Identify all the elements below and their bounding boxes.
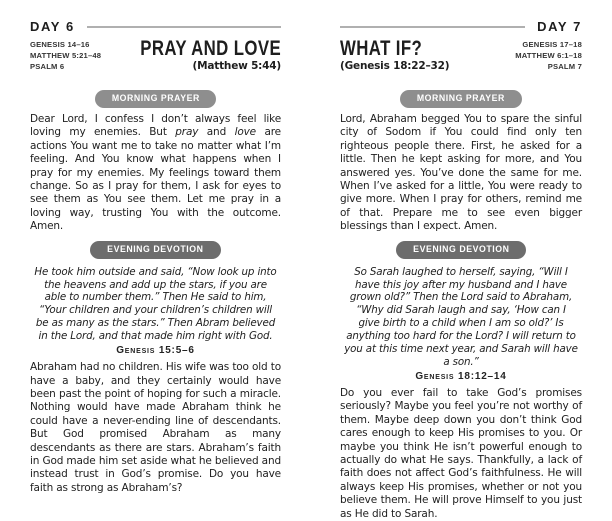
day-label: DAY 7 <box>537 19 582 34</box>
morning-prayer-badge <box>400 90 522 108</box>
header-columns <box>30 37 281 83</box>
scripture-reference: Genesis 18:12–14 <box>415 370 507 382</box>
devotion-text: Abraham had no children. His wife was too old to have a baby, and they certainly would have been past the point of hoping for such a miracle. Nothing would have made Abraham think he could have a never-ending line of descendants. But God promised Abraham as many descendants as there are stars. Abraham’s faith in God made him set aside what he believed and instead trust in God’s promise. Do you have faith as strong as Abraham’s? <box>30 361 282 494</box>
scripture-quote: So Sarah laughed to herself, saying, “Will I have this joy after my husband and I have grown old?” Then the Lord said to Abraham, “Why did Sarah laugh and say, ‘How can I give birth to a child when I am so old?’ Is anything too hard for the Lord? I will return to you at this time next year, and Sarah will have a son.” <box>344 265 578 368</box>
scripture-quote: He took him outside and said, “Now look up into the heavens and add up the stars, if you are able to number them.” Then He said to him, “Your children and your children’s children will be as many as the stars.” Then Abram believed in the Lord, and that made him right with God. <box>34 265 277 343</box>
day-header-row <box>340 19 582 34</box>
page-day-6 <box>0 0 306 494</box>
reading-ref: GENESIS 17–18 <box>522 40 582 49</box>
morning-prayer-text <box>340 113 582 234</box>
reading-ref: GENESIS 14–16 <box>30 40 90 49</box>
emphasized-text: pray <box>175 126 199 139</box>
text-segment: and <box>198 126 235 139</box>
text-segment: are actions You want me to take no matter what I’m feeling. And You know what happens when I pray for my enemies. My feelings toward them change. So as I pray for them, I ask for eyes to see them as You see them. Let me pray in a loving way, trusting You with the outcome. Amen. <box>30 126 281 233</box>
reading-plan-refs <box>515 37 582 83</box>
scripture-reference: Genesis 15:5–6 <box>116 345 195 357</box>
page-header <box>30 19 281 83</box>
reading-plan-refs <box>30 37 101 83</box>
page-header <box>340 19 582 83</box>
devotion-text: Do you ever fail to take God’s promises seriously? Maybe you feel you’re not worthy of them. Maybe deep down you don’t think God cares enough to keep His promises to you. Or maybe you think He isn’t powerful enough to actually do what He says. Thankfully, a lack of faith does not affect God’s faithfulness. He will always keep His promises, whether or not you believe them. He will prove Himself to you just as He did to Sarah. <box>340 386 582 520</box>
badge-label: EVENING DEVOTION <box>107 243 204 255</box>
badge-label: EVENING DEVOTION <box>412 243 510 255</box>
morning-prayer-text <box>30 113 281 234</box>
badge-label: MORNING PRAYER <box>416 93 506 104</box>
evening-devotion-badge <box>90 241 221 259</box>
title-block <box>340 37 449 83</box>
header-rule <box>340 26 525 28</box>
page-title: PRAY AND LOVE <box>140 37 281 60</box>
text-segment: Dear Lord, I confess I don’t always feel like loving my enemies. But <box>30 113 281 139</box>
evening-devotion-badge <box>396 241 527 259</box>
page-subtitle: (Genesis 18:22–32) <box>340 60 450 72</box>
reading-ref: PSALM 6 <box>30 62 65 71</box>
badge-label: MORNING PRAYER <box>111 93 200 104</box>
page-title: WHAT IF? <box>340 37 423 60</box>
reading-ref: MATTHEW 5:21–48 <box>30 51 102 60</box>
page-day-7 <box>306 0 612 520</box>
reading-ref: MATTHEW 6:1–18 <box>515 51 582 60</box>
header-rule <box>87 26 281 28</box>
day-label: DAY 6 <box>30 19 75 34</box>
day-header-row <box>30 19 281 34</box>
morning-prayer-badge <box>95 90 217 108</box>
title-block <box>105 37 281 83</box>
text-segment: Lord, Abraham begged You to spare the sinful city of Sodom if You could find only ten righteous people there. First, he asked for a little. Then he kept asking for more, and You answered yes. You’ve done the same for me. When I’ve asked for a little, You were ready to give more. When I pray for others, remind me of that. Prepare me to see even bigger blessings than I expect. Amen. <box>340 113 582 233</box>
page-subtitle: (Matthew 5:44) <box>192 60 281 72</box>
emphasized-text: love <box>234 126 256 139</box>
reading-ref: PSALM 7 <box>547 62 582 71</box>
header-columns <box>340 37 582 83</box>
